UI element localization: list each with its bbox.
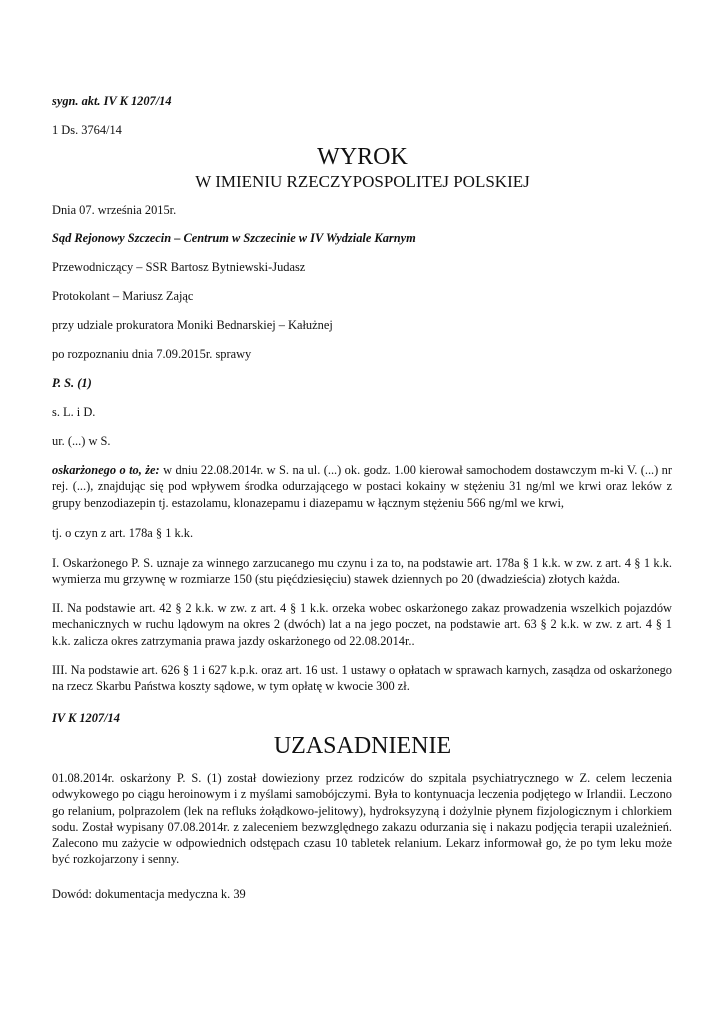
defendant-birth: ur. (...) w S.	[52, 434, 111, 448]
case-signature: sygn. akt. IV K 1207/14	[52, 94, 172, 108]
prosecutor-line: przy udziale prokuratora Moniki Bednarskiej – Kałużnej	[52, 318, 333, 332]
charge-article: tj. o czyn z art. 178a § 1 k.k.	[52, 526, 194, 540]
hearing-line: po rozpoznaniu dnia 7.09.2015r. sprawy	[52, 347, 252, 361]
charge-text: w dniu 22.08.2014r. w S. na ul. (...) ok. godz. 1.00 kierował samochodem dostawczym m-ki V. (...) nr rej. (...), znajdując się pod wpływem środka odurzającego w postaci kokainy w stężeniu 31 ng/ml we krwi oraz leków z grupy benzodiazepin tj. estazolamu, klonazepamu i diazepamu w łącznym stężeniu 566 ng/ml we krwi,	[52, 463, 673, 510]
defendant-parents: s. L. i D.	[52, 405, 96, 419]
verdict-subtitle: W IMIENIU RZECZYPOSPOLITEJ POLSKIEJ	[195, 172, 530, 191]
verdict-point-3: III. Na podstawie art. 626 § 1 i 627 k.p.k. oraz art. 16 ust. 1 ustawy o opłatach w sprawach karnych, zasądza od oskarżonego na rzecz Skarbu Państwa koszty sądowe, w tym opłatę w kwocie 300 zł.	[52, 663, 672, 694]
charge-paragraph	[52, 462, 672, 511]
presiding-judge: Przewodniczący – SSR Bartosz Bytniewski-Judasz	[52, 260, 306, 274]
defendant-name: P. S. (1)	[52, 376, 92, 390]
verdict-date: Dnia 07. września 2015r.	[52, 203, 177, 217]
justification-paragraph: 01.08.2014r. oskarżony P. S. (1) został dowieziony przez rodziców do szpitala psychiatrycznego w Z. celem leczenia odwykowego po ciągu heroinowym i z myślami samobójczymi. Była to kontynuacja leczenia podjętego w Irlandii. Leczono go relanium, polprazolem (lek na refluks żołądkowo-jelitowy), hydroksyzyną i dożylnie płynem fizjologicznym i chlorkiem sodu. Został wypisany 07.08.2014r. z zaleceniem bezwzględnego zakazu odurzania się i nakazu podjęcia terapii uzależnień. Zalecono mu zażycie w odpowiednich odstępach czasu 10 tabletek relanium. Lekarz informował go, że po tym leku może być rozkojarzony i senny.	[52, 771, 672, 867]
court-clerk: Protokolant – Mariusz Zając	[52, 289, 194, 303]
verdict-point-1: I. Oskarżonego P. S. uznaje za winnego zarzucanego mu czynu i za to, na podstawie art. 178a § 1 k.k. w zw. z art. 4 § 1 k.k. wymierza mu grzywnę w rozmiarze 150 (stu pięćdziesięciu) stawek dziennych po 20 (dwadzieścia) złotych każda.	[52, 556, 672, 587]
verdict-title: WYROK	[317, 144, 408, 170]
verdict-point-2: II. Na podstawie art. 42 § 2 k.k. w zw. z art. 4 § 1 k.k. orzeka wobec oskarżonego zakaz prowadzenia wszelkich pojazdów mechanicznych w ruchu lądowym na okres 2 (dwóch) lat a na jego poczet, na podstawie art. 63 § 2 k.k. w zw. z art. 4 § 1 k.k. zalicza okres zatrzymania prawa jazdy oskarżonego od 22.08.2014r..	[52, 601, 672, 648]
evidence-line: Dowód: dokumentacja medyczna k. 39	[52, 887, 246, 901]
case-reference: IV K 1207/14	[52, 711, 120, 725]
charge-label: oskarżonego o to, że:	[52, 463, 160, 477]
justification-title: UZASADNIENIE	[273, 733, 452, 759]
court-name: Sąd Rejonowy Szczecin – Centrum w Szczecinie w IV Wydziale Karnym	[52, 231, 416, 245]
prosecution-reference: 1 Ds. 3764/14	[52, 123, 122, 137]
